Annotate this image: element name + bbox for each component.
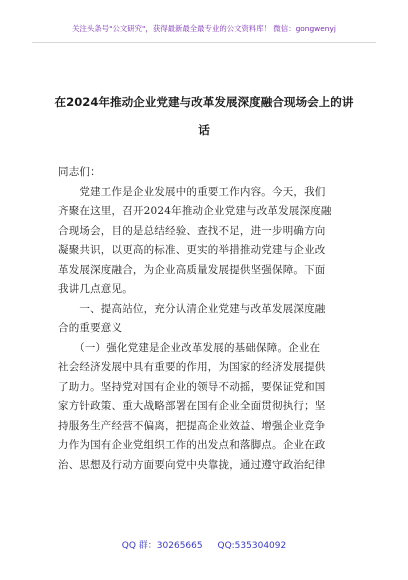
header-banner: 关注头条号"公文研究"，获得最新最全最专业的公文资料库！ 微信：gongwenyj	[72, 24, 336, 33]
body-line: 凝聚共识，以更高的标准、更实的举措推动党建与企业改	[58, 244, 326, 256]
document-body	[58, 163, 350, 475]
salutation: 同志们：	[58, 166, 101, 178]
body-line: 家方针政策、重大战略部署在国有企业全面贯彻执行；坚	[58, 400, 326, 412]
body-line: 了助力。坚持党对国有企业的领导不动摇，要保证党和国	[58, 380, 326, 393]
section-heading: 一、提高站位，充分认清企业党建与改革发展深度融	[58, 302, 326, 315]
footer-qq-number: QQ:535304092	[217, 541, 287, 551]
body-line: 持服务生产经营不偏离，把提高企业效益、增强企业竞争	[58, 419, 326, 432]
body-line: 力作为国有企业党组织工作的出发点和落脚点。企业在政	[58, 439, 326, 451]
body-line: 社会经济发展中具有重要的作用，为国家的经济发展提供	[58, 361, 326, 373]
body-line: 齐聚在这里，召开2024年推动企业党建与改革发展深度融	[58, 205, 332, 217]
body-line: 革发展深度融合，为企业高质量发展提供坚强保障。下面	[58, 263, 326, 276]
body-line: 我讲几点意见。	[58, 283, 133, 295]
body-line: 合现场会，目的是总结经验、查找不足，进一步明确方向	[58, 224, 326, 237]
footer-qq-group: QQ 群：30265665	[121, 541, 203, 551]
body-line: （一）强化党建是企业改革发展的基础保障。企业在	[58, 341, 321, 354]
body-line: 党建工作是企业发展中的重要工作内容。今天，我们	[58, 185, 326, 198]
body-line: 治、思想及行动方面要向党中央靠拢，通过遵守政治纪律	[58, 458, 326, 471]
document-title-line-2: 话	[198, 123, 210, 137]
section-heading: 合的重要意义	[58, 322, 123, 334]
header-divider	[32, 42, 376, 43]
document-title-line-1: 在2024年推动企业党建与改革发展深度融合现场会上的讲	[54, 95, 354, 109]
footer-contact	[0, 538, 408, 551]
